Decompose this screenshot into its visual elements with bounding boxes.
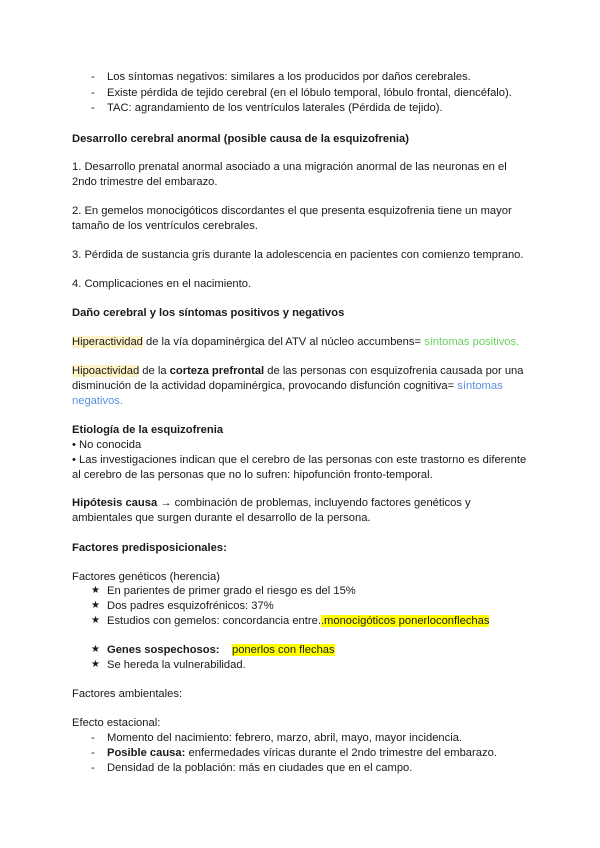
highlighted-note: .monocigóticos ponerloconflechas xyxy=(320,615,490,627)
paragraph-line: Hipótesis causa → combinación de problemas, incluyendo factores genéticos y xyxy=(72,497,471,509)
section-heading: Etiología de la esquizofrenia xyxy=(72,424,224,436)
star-icon: ★ xyxy=(91,659,100,670)
paragraph-line: disminución de la actividad dopaminérgica, provocando disfunción cognitiva= síntomas xyxy=(72,380,503,392)
paragraph-line: 1. Desarrollo prenatal anormal asociado a una migración anormal de las neuronas en el xyxy=(72,161,507,173)
list-marker: - xyxy=(91,747,95,759)
bullet-item: • No conocida xyxy=(72,439,142,451)
bullet-item: al cerebro de las personas que no lo sufren: hipofunción fronto-temporal. xyxy=(72,469,433,481)
negative-symptoms-label: negativos. xyxy=(72,395,123,407)
paragraph-line: Hipoactividad de la corteza prefrontal de las personas con esquizofrenia causada por una xyxy=(72,365,524,377)
list-marker: - xyxy=(91,762,95,774)
section-heading: Factores predisposicionales: xyxy=(72,542,227,554)
list-item: Densidad de la población: más en ciudades que en el campo. xyxy=(107,762,413,774)
bullet-item: • Las investigaciones indican que el cerebro de las personas con este trastorno es diferente xyxy=(72,454,527,466)
paragraph-line: tamaño de los ventrículos cerebrales. xyxy=(72,220,258,232)
highlighted-term: Hipoactividad xyxy=(72,365,140,377)
list-item: TAC: agrandamiento de los ventrículos laterales (Pérdida de tejido). xyxy=(107,102,443,114)
section-heading: Desarrollo cerebral anormal (posible causa de la esquizofrenia) xyxy=(72,133,409,145)
list-item: En parientes de primer grado el riesgo es del 15% xyxy=(107,585,356,597)
list-marker: - xyxy=(91,71,95,83)
negative-symptoms-label: síntomas xyxy=(457,380,503,392)
positive-symptoms-label: síntomas positivos. xyxy=(424,336,520,348)
paragraph-line: 2. En gemelos monocigóticos discordantes el que presenta esquizofrenia tiene un mayor xyxy=(72,205,512,217)
list-item: Se hereda la vulnerabilidad. xyxy=(107,659,246,671)
list-item: Posible causa: enfermedades víricas durante el 2ndo trimestre del embarazo. xyxy=(107,747,497,759)
list-item: Los síntomas negativos: similares a los producidos por daños cerebrales. xyxy=(107,71,471,83)
star-icon: ★ xyxy=(91,585,100,596)
star-icon: ★ xyxy=(91,644,100,655)
list-item: Genes sospechosos: ponerlos con flechas xyxy=(107,644,335,656)
list-item: Dos padres esquizofrénicos: 37% xyxy=(107,600,274,612)
list-item: Estudios con gemelos: concordancia entre..monocigóticos ponerloconflechas xyxy=(107,615,490,627)
subsection-label: Efecto estacional: xyxy=(72,717,161,729)
subsection-label: Factores ambientales: xyxy=(72,688,183,700)
highlighted-term: Hiperactividad xyxy=(72,336,143,348)
section-heading: Daño cerebral y los síntomas positivos y negativos xyxy=(72,307,345,319)
star-icon: ★ xyxy=(91,600,100,611)
subsection-label: Factores genéticos (herencia) xyxy=(72,571,220,583)
list-item: Momento del nacimiento: febrero, marzo, abril, mayo, mayor incidencia. xyxy=(107,732,463,744)
list-marker: - xyxy=(91,102,95,114)
list-item: Existe pérdida de tejido cerebral (en el lóbulo temporal, lóbulo frontal, diencéfalo). xyxy=(107,87,512,99)
list-marker: - xyxy=(91,732,95,744)
paragraph-line: 2ndo trimestre del embarazo. xyxy=(72,176,218,188)
paragraph-line: ambientales que surgen durante el desarrollo de la persona. xyxy=(72,512,371,524)
paragraph-line: 4. Complicaciones en el nacimiento. xyxy=(72,278,252,290)
paragraph-line: Hiperactividad de la vía dopaminérgica del ATV al núcleo accumbens= síntomas positivos. xyxy=(72,336,520,348)
paragraph-line: 3. Pérdida de sustancia gris durante la adolescencia en pacientes con comienzo temprano. xyxy=(72,249,524,261)
list-marker: - xyxy=(91,87,95,99)
highlighted-note: ponerlos con flechas xyxy=(231,644,335,656)
star-icon: ★ xyxy=(91,615,100,626)
